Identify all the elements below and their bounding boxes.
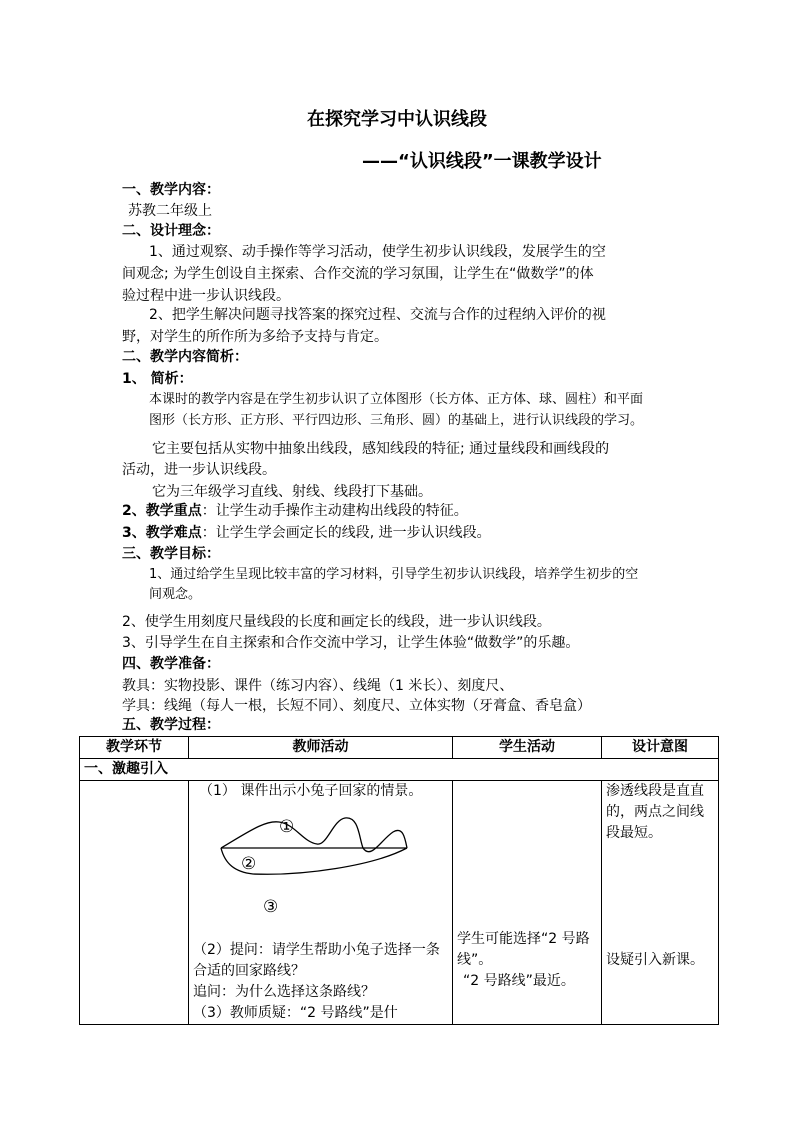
section-heading-goals: 三、教学目标： (122, 546, 220, 562)
analysis-p1-line1: 本课时的教学内容是在学生初步认识了立体图形（长方体、正方体、球、圆柱）和平面 (149, 392, 644, 407)
analysis-p1-line2: 图形（长方形、正方形、平行四边形、三角形、圆）的基础上，进行认识线段的学习。 (149, 413, 644, 428)
goal3: 3、引导学生在自主探索和合作交流中学习，让学生体验“做数学”的乐趣。 (122, 635, 580, 651)
difficulty-point-text: ：让学生学会画定长的线段, 进一步认识线段。 (201, 525, 491, 541)
teacher-tools: 教具：实物投影、课件（练习内容）、线绳（1 米长）、刻度尺、 (122, 678, 514, 694)
design-p1-line1-text: 1、通过观察、动手操作等学习活动，使学生初步认识线段，发展学生的空 (149, 244, 606, 260)
section-intro-label: 一、激趣引入 (80, 759, 719, 781)
design-p2-line1: 2、把学生解决问题寻找答案的探究过程、交流与合作的过程纳入评价的视 (149, 307, 606, 323)
lesson-process-table (79, 736, 719, 1025)
header-design-intent: 设计意图 (602, 737, 719, 759)
section-heading-content: 一、教学内容： (122, 182, 220, 198)
header-stage: 教学环节 (80, 737, 189, 759)
teacher-step3: （3）教师质疑：“2 号路线”是什 (193, 1005, 398, 1021)
key-point-label: 2、教学重点 (122, 503, 202, 519)
student-tools: 学具：线绳（每人一根，长短不同）、刻度尺、立体实物（牙膏盒、香皂盒） (122, 698, 591, 714)
goal2: 2、使学生用刻度尺量线段的长度和画定长的线段，进一步认识线段。 (122, 614, 551, 630)
teacher-step1: （1） 课件出示小兔子回家的情景。 (199, 783, 423, 799)
key-point-text: ：让学生动手操作主动建构出线段的特征。 (201, 503, 468, 519)
content-text: 苏教二年级上 (128, 203, 212, 219)
teacher-activity-cell (189, 781, 453, 1025)
goal1-line2: 间观念。 (149, 587, 202, 602)
teacher-step2-followup: 追问：为什么选择这条路线？ (193, 984, 375, 1000)
design-intent-cell (602, 781, 719, 1025)
section-heading-preparation: 四、教学准备： (122, 656, 220, 672)
intent-1: 渗透线段是直直的，两点之间线段最短。 (606, 783, 704, 841)
teacher-step2: （2）提问：请学生帮助小兔子选择一条合适的回家路线？ (193, 942, 440, 979)
document-title: 在探究学习中认识线段 (307, 109, 487, 130)
student-activity-cell (453, 781, 602, 1025)
table-section-row (80, 759, 719, 781)
analysis-p3: 它为三年级学习直线、射线、线段打下基础。 (152, 484, 432, 500)
header-student-activity: 学生活动 (453, 737, 602, 759)
section-heading-process: 五、教学过程： (122, 717, 220, 733)
goal1-line1: 1、通过给学生呈现比较丰富的学习材料，引导学生初步认识线段，培养学生初步的空 (149, 567, 639, 582)
document-subtitle: ——“认识线段”一课教学设计 (362, 151, 602, 172)
section-heading-design: 二、设计理念： (122, 223, 220, 239)
header-teacher-activity: 教师活动 (189, 737, 453, 759)
route-label-2: ② (241, 854, 257, 874)
design-p1-line3: 验过程中进一步认识线段。 (122, 288, 290, 304)
route-label-3: ③ (263, 897, 279, 917)
key-point (122, 502, 468, 520)
route-label-1: ① (279, 817, 295, 837)
table-header-row (80, 737, 719, 759)
route-1-line (221, 818, 407, 852)
student-answer1: 学生可能选择“2 号路线”。 (457, 931, 590, 968)
analysis-p2-line1: 它主要包括从实物中抽象出线段，感知线段的特征; 通过量线段和画线段的 (152, 441, 610, 457)
design-p2-line2: 野，对学生的所作所为多给予支持与肯定。 (122, 329, 388, 345)
stage-cell (80, 781, 189, 1025)
difficulty-point (122, 524, 491, 542)
table-row (80, 781, 719, 1025)
rabbit-routes-figure (193, 802, 443, 930)
design-p1-line1 (149, 243, 606, 261)
analysis-item1: 1、 简析： (122, 371, 193, 387)
section-heading-analysis: 二、教学内容简析： (122, 349, 248, 365)
difficulty-point-label: 3、教学难点 (122, 525, 202, 541)
analysis-p2-line2: 活动，进一步认识线段。 (122, 462, 276, 478)
design-p1-line2: 间观念; 为学生创设自主探索、合作交流的学习氛围，让学生在“做数学”的体 (122, 266, 594, 282)
student-answer2: “2 号路线”最近。 (463, 973, 575, 989)
intent-2: 设疑引入新课。 (606, 952, 704, 968)
